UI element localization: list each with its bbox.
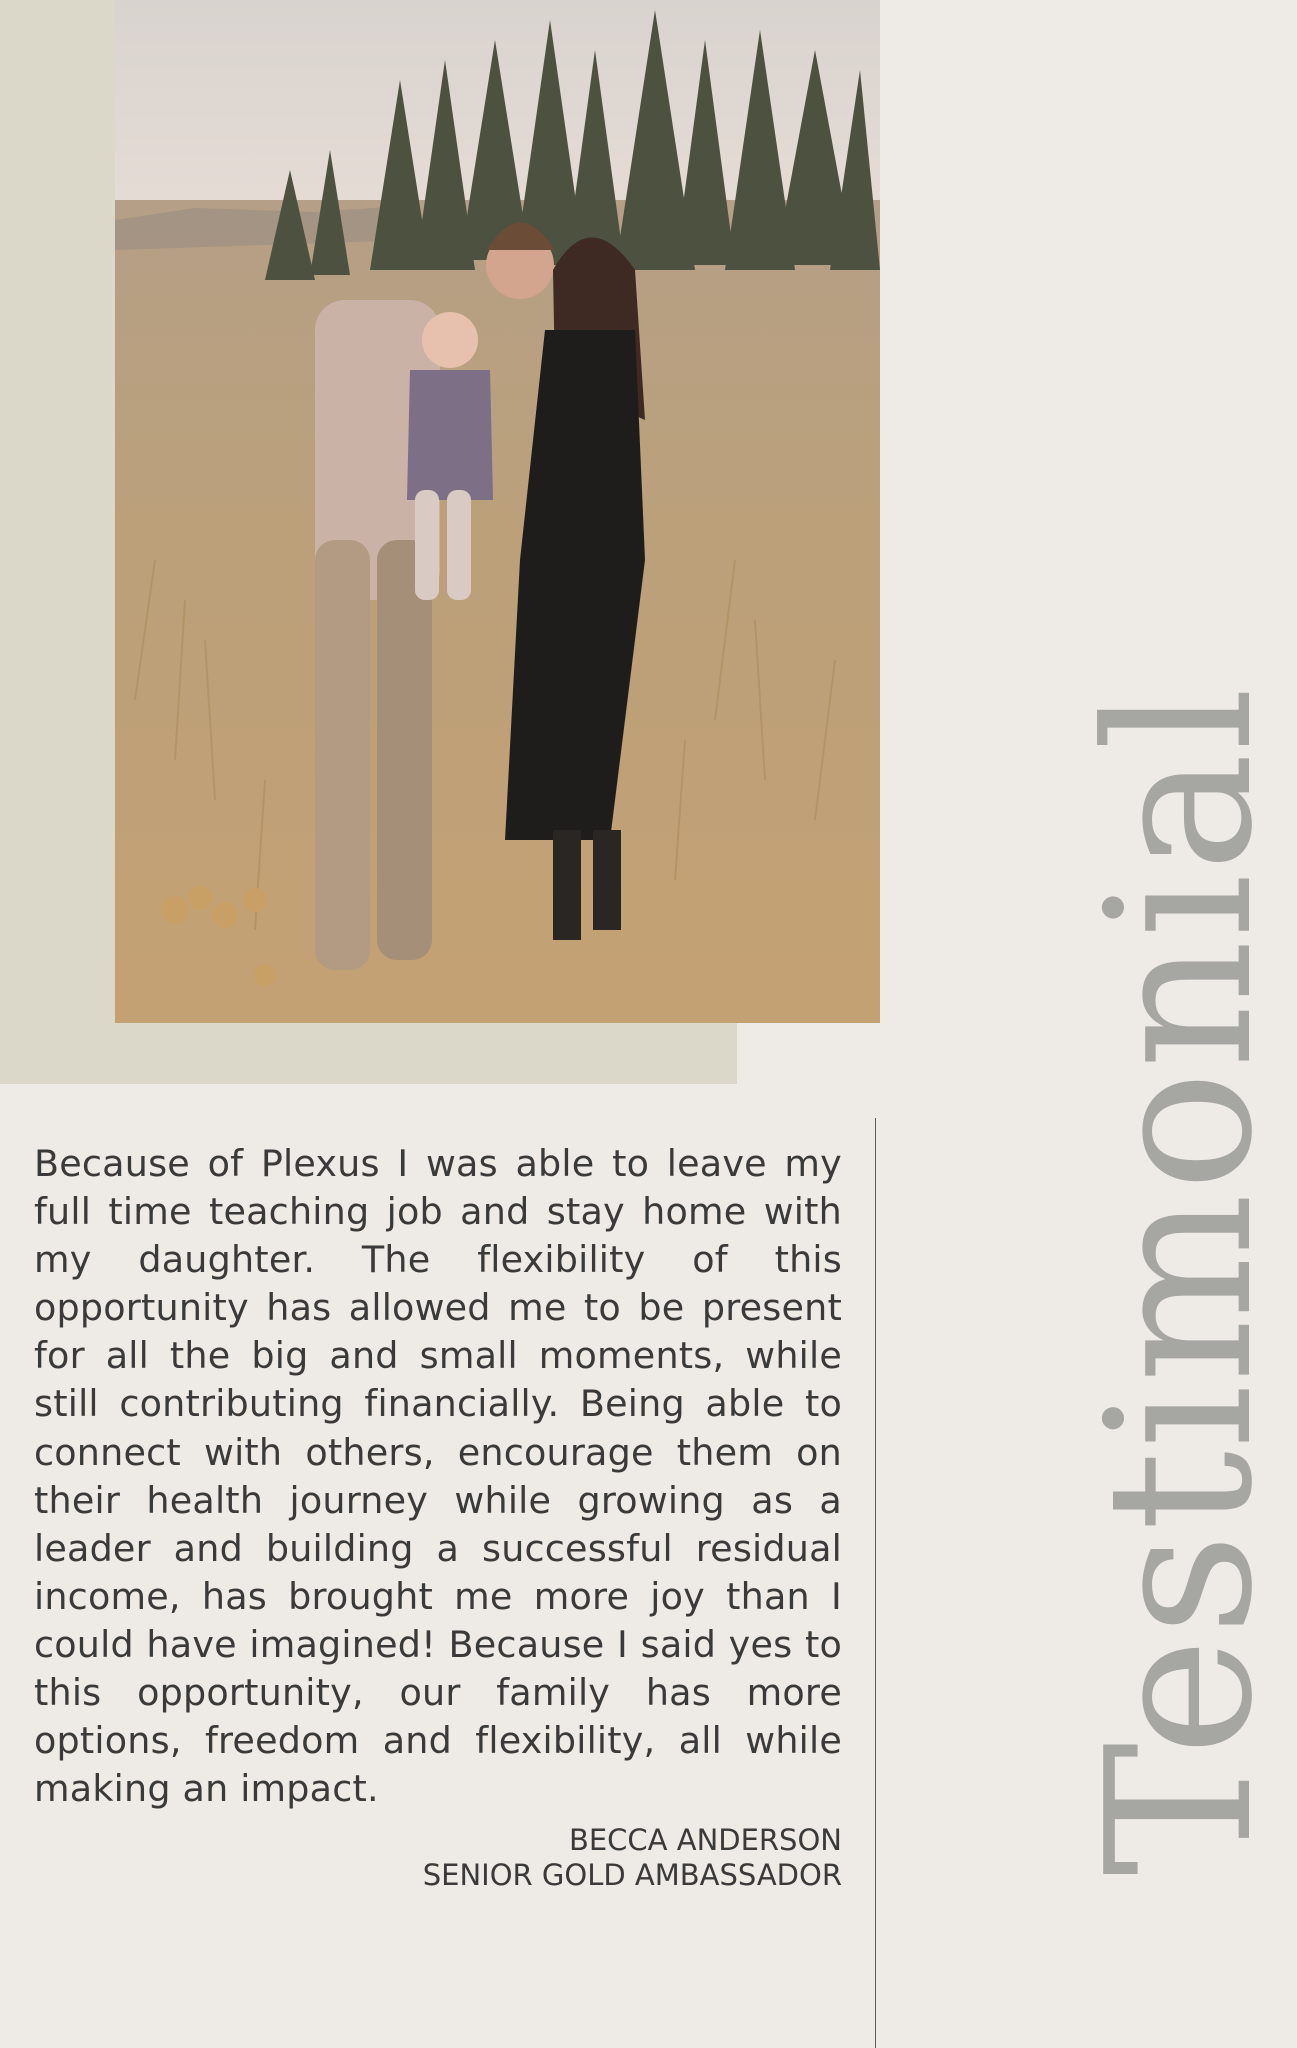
testimonial-quote: Because of Plexus I was able to leave my full time teaching job and stay home with my daughter. The flexibility of this opportunity has allowed me to be present for all the big and small moments, while still contributing financially. Being able to connect with others, encourage them on their health journey while growing as a leader and building a successful residual income, has brought me more joy than I could have imagined! Because I said yes to this opportunity, our family has more options, freedom and flexibility, all while making an impact.	[34, 1142, 842, 1811]
author-name: BECCA ANDERSON	[568, 1823, 842, 1857]
testimonial-author	[423, 1823, 842, 1893]
testimonial-vertical-heading: Testimonial	[1064, 684, 1297, 1876]
author-title: SENIOR GOLD AMBASSADOR	[422, 1858, 842, 1892]
family-photo-illustration	[115, 0, 880, 1023]
family-photo	[115, 0, 880, 1023]
vertical-divider-line	[875, 1118, 876, 2048]
